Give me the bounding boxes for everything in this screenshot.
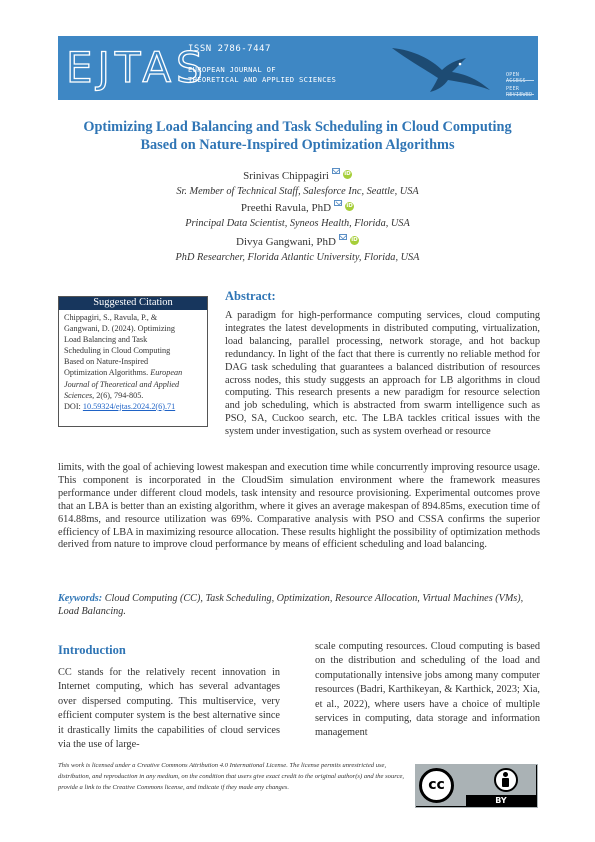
citation-line — [64, 390, 203, 401]
author-2 — [40, 200, 555, 231]
abstract-heading: Abstract: — [225, 289, 276, 303]
orcid-icon[interactable]: iD — [351, 237, 358, 243]
abstract-text-narrow: A paradigm for high-performance computing services, cloud computing integrates the latest developments in distributed computing, virtualization, load balancing, parallel processing, network storage, and hot backup redundancy. In light of the fact that there is currently no reliable method for DAG task scheduling that guarantees a balanced distribution of resources across nodes, this study suggests an approach for LB algorithms in cloud computing. This research presents a new paradigm for resource selection and job scheduling, which is abstracted from swarm intelligence such as PSO, SA, Cuckoo search, etc. The LBA tackles critical issues with the system under investigation, such as system overhead or resource — [225, 310, 540, 438]
divider — [506, 94, 534, 95]
journal-name-line1: EUROPEAN JOURNAL OF — [188, 65, 276, 74]
citation-line: Load Balancing and Task — [64, 335, 148, 345]
keywords-text: Cloud Computing (CC), Task Scheduling, Optimization, Resource Allocation, Virtual Machines (VMs), Load Balancing. — [58, 593, 524, 617]
cc-by-license-badge[interactable] — [415, 764, 538, 808]
citation-line: Chippagiri, S., Ravula, P., & — [64, 313, 158, 322]
citation-line: Gangwani, D. (2024). Optimizing — [64, 324, 175, 334]
orcid-icon[interactable]: iD — [344, 171, 351, 177]
introduction-heading: Introduction — [58, 643, 126, 657]
author-3 — [40, 234, 555, 265]
citation-journal: Journal of Theoretical and Applied — [64, 379, 180, 389]
divider — [506, 80, 534, 81]
mail-icon[interactable] — [332, 168, 340, 174]
doi-label: DOI: — [64, 401, 83, 411]
mail-icon[interactable] — [339, 234, 347, 240]
peer-reviewed-label: PEER REVIEWED — [506, 86, 533, 98]
citation-fragment: Optimization Algorithms. — [64, 368, 151, 378]
swallow-icon — [386, 40, 496, 98]
citation-journal: Sciences, — [64, 390, 95, 400]
suggested-citation-box — [58, 296, 208, 427]
paper-title — [40, 118, 555, 154]
orcid-icon[interactable]: iD — [346, 203, 353, 209]
citation-text — [59, 310, 207, 412]
author-affiliation: PhD Researcher, Florida Atlantic University, Florida, USA — [175, 252, 420, 263]
journal-banner — [58, 36, 538, 100]
author-affiliation: Sr. Member of Technical Staff, Salesforce Inc, Seattle, USA — [176, 186, 419, 197]
citation-volume: 2(6), 794-805. — [94, 390, 144, 400]
author-affiliation: Principal Data Scientist, Syneos Health, Florida, USA — [185, 218, 410, 229]
author-1 — [40, 168, 555, 199]
cc-icon: cc — [419, 768, 454, 803]
citation-line — [64, 367, 203, 378]
doi-link[interactable]: 10.59324/ejtas.2024.2(6).71 — [82, 401, 176, 411]
title-line-2: Based on Nature-Inspired Optimization Algorithms — [140, 137, 455, 153]
issn: ISSN 2786-7447 — [188, 44, 271, 54]
journal-name-line2: THEORETICAL AND APPLIED SCIENCES — [188, 75, 337, 84]
open-access-label: OPEN ACCESS — [506, 72, 526, 84]
citation-heading: Suggested Citation — [59, 297, 207, 310]
citation-doi — [64, 401, 203, 412]
by-label: BY — [495, 796, 507, 805]
abstract-text-wide: limits, with the goal of achieving lowest makespan and execution time while concurrently improving resource usage. This component is incorporated in the CloudSim simulation environment where the framework measures performance under different cloud models, task intensity and resource provisioning. Experimental outcomes prove that an LBA is better than an existing algorithm, where it gives an average makespan of 894.85ms, execution time of 614.88ms, and resource utilization was 69%. Comparative analysis with PSO and CSSA confirms the superior efficiency of LBA in maximizing resource allocation. These results highlight the possibility of optimization methods derived from nature to improve cloud performance by means of efficient scheduling and load balancing. — [58, 462, 540, 551]
title-line-1: Optimizing Load Balancing and Task Scheduling in Cloud Computing — [83, 119, 512, 135]
citation-line: Based on Nature-Inspired — [64, 357, 149, 367]
author-name: Srinivas Chippagiri — [243, 170, 329, 182]
journal-logo: EJTAS — [66, 43, 208, 92]
citation-line — [64, 379, 203, 390]
author-name: Preethi Ravula, PhD — [240, 202, 332, 214]
author-name: Divya Gangwani, PhD — [236, 236, 336, 248]
introduction-right-column: scale computing resources. Cloud computing is based on the distribution and scheduling of the load and computationally intensive jobs among many computer resources (Badri, Karthikeyan, & Karthick, 2023; Xia, et al., 2022), where users have a choice of multiple services in computing, data storage and information management — [315, 641, 540, 739]
citation-line: Scheduling in Cloud Computing — [64, 346, 171, 356]
keywords-label: Keywords: — [58, 593, 103, 604]
keywords — [58, 593, 540, 619]
citation-journal: European — [150, 368, 183, 378]
introduction-left-column: CC stands for the relatively recent innovation in Internet computing, which has several advantages over dispersed computing. This multiservice, very efficient computer system is the best alternative since it drastically limits the capabilities of cloud services via the use of large- — [58, 667, 280, 751]
license-notice: This work is licensed under a Creative Commons Attribution 4.0 International License. The license permits unrestricted use, distribution, and reproduction in any medium, on the condition that users give exact credit to the original author(s) and the source, provide a link to the Creative Commons license, and indicate if they made any changes. — [58, 762, 405, 792]
mail-icon[interactable] — [334, 200, 342, 206]
